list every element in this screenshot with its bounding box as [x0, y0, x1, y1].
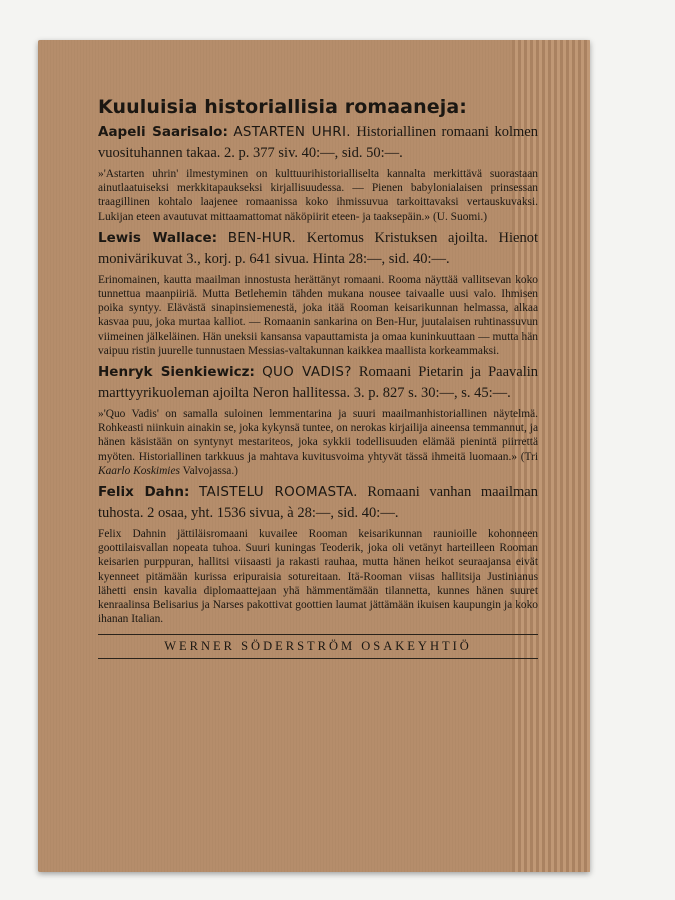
entry-author: Lewis Wallace: [98, 229, 218, 246]
entry-description: Erinomainen, kautta maailman innostusta herättänyt romaani. Rooma näyttää vallitsevan koko tunnettua maanpiiriä. Mutta Betlehemin tähden mukana nousee taivaalle uusi valo. Ihmisen poika syntyy. Elävästä sinapinsiemenestä, joka itää Rooman keisarikunnan helmassa, alkaa kasvaa puu, joka murtaa kalliot. — Romaanin sankarina on Ben-Hur, juutalaisen ruhtinassuvun viimeinen jälkeläinen. Hän uneksii kansansa vapauttamista ja omaa kuninkuuttaan — mutta hän vaipuu ristin juurelle tunnustaen Messias-valtakunnan kaikkea maallista korkeammaksi. [98, 273, 538, 357]
entry-header [98, 362, 538, 404]
entry-description: Felix Dahnin jättiläisromaani kuvailee Rooman keisarikunnan raunioille kohonneen goottilaisvallan nopeata tuhoa. Suuri kuningas Teoderik, joka oli vetänyt harteilleen Rooman keisarien purppuran, hallitsi viisaasti ja rakasti rauhaa, mutta hänen heikot seuraajansa eivät kyenneet pitämään kurissa eripuraisia sotureitaan. Itä-Rooman viisas hallitsija Justinianus lähetti ensin kavalia diplomaattejaan yhä hämmentämään tilannetta, kunnes hänen suuret kenraalinsa Belisarius ja Narses pakottivat goottien laumat jättämään ikuisen kaupungin ja koko ihanan Italian. [98, 528, 538, 626]
entry-author: Felix Dahn: [98, 484, 190, 501]
entry-title: QUO VADIS? [262, 364, 352, 381]
entry-header [98, 228, 538, 270]
entry-title: BEN-HUR. [227, 229, 297, 246]
entry-info: Romaani vanhan maailman tuhosta. 2 osaa, yht. 1536 sivua, à 28:—, sid. 40:—. [98, 484, 538, 522]
entry-description-source: Valvojassa.) [179, 464, 238, 477]
entry-description-text: »'Quo Vadis' on samalla suloinen lemmentarina ja suuri maailmanhistoriallinen näytelmä. Rohkeasti niinkuin ainakin se, joka kykynsä tuntee, on nerokas kirjailija aineensa temmannut, ja hänen käsistään on syntynyt mestariteos, joka sykkii todellisuuden elämää pienintä piirrettä myöten. Historiallinen tarkkuus ja mahtava kuvitusvoima yhtyvät tässä ihmeitä luomaan.» (Tri [98, 408, 538, 463]
book-entry [98, 228, 538, 358]
book-entry [98, 482, 538, 626]
book-back-cover [38, 40, 590, 872]
entry-info: Historiallinen romaani kolmen vuosituhannen takaa. 2. p. 377 siv. 40:—, sid. 50:—. [98, 124, 538, 161]
entry-header [98, 482, 538, 524]
entry-author: Aapeli Saarisalo: [98, 124, 228, 140]
book-entry [98, 362, 538, 478]
divider-top [98, 634, 538, 635]
book-entry [98, 122, 538, 224]
divider-bottom [98, 658, 538, 659]
entry-header [98, 122, 538, 164]
entry-description-reviewer: Kaarlo Koskimies [98, 464, 180, 477]
page-heading: Kuuluisia historiallisia romaaneja: [98, 96, 467, 118]
entry-author: Henryk Sienkiewicz: [98, 364, 255, 381]
entry-info: Kertomus Kristuksen ajoilta. Hienot monivärikuvat 3., korj. p. 641 sivua. Hinta 28:—, sid. 40:—. [98, 229, 538, 267]
entry-title: TAISTELU ROOMASTA. [199, 484, 358, 501]
entry-title: ASTARTEN UHRI. [233, 124, 351, 140]
entry-info: Romaani Pietarin ja Paavalin marttyyrikuoleman ajoilta Neron hallitessa. 3. p. 827 s. 30:—, s. 45:—. [98, 364, 539, 402]
entry-description: »'Astarten uhrin' ilmestyminen on kulttuurihistorialliselta kannalta merkittävä suorastaan ainutlaatuiseksi merkkitapaukseksi kirjallisuudessa. — Pienen babylonialaisen prinsessan traagillinen kohtalo laajenee romaanissa koko ihmissuvua tarkoittavaksi vertauskuvaksi. Lukijan eteen avautuvat mittaamattomat näköpiirit eteen- ja taaksepäin.» (U. Suomi.) [98, 168, 538, 223]
advertisement-text [98, 96, 538, 659]
publisher-name: WERNER SÖDERSTRÖM OSAKEYHTIÖ [164, 639, 472, 654]
entry-description [98, 407, 538, 478]
